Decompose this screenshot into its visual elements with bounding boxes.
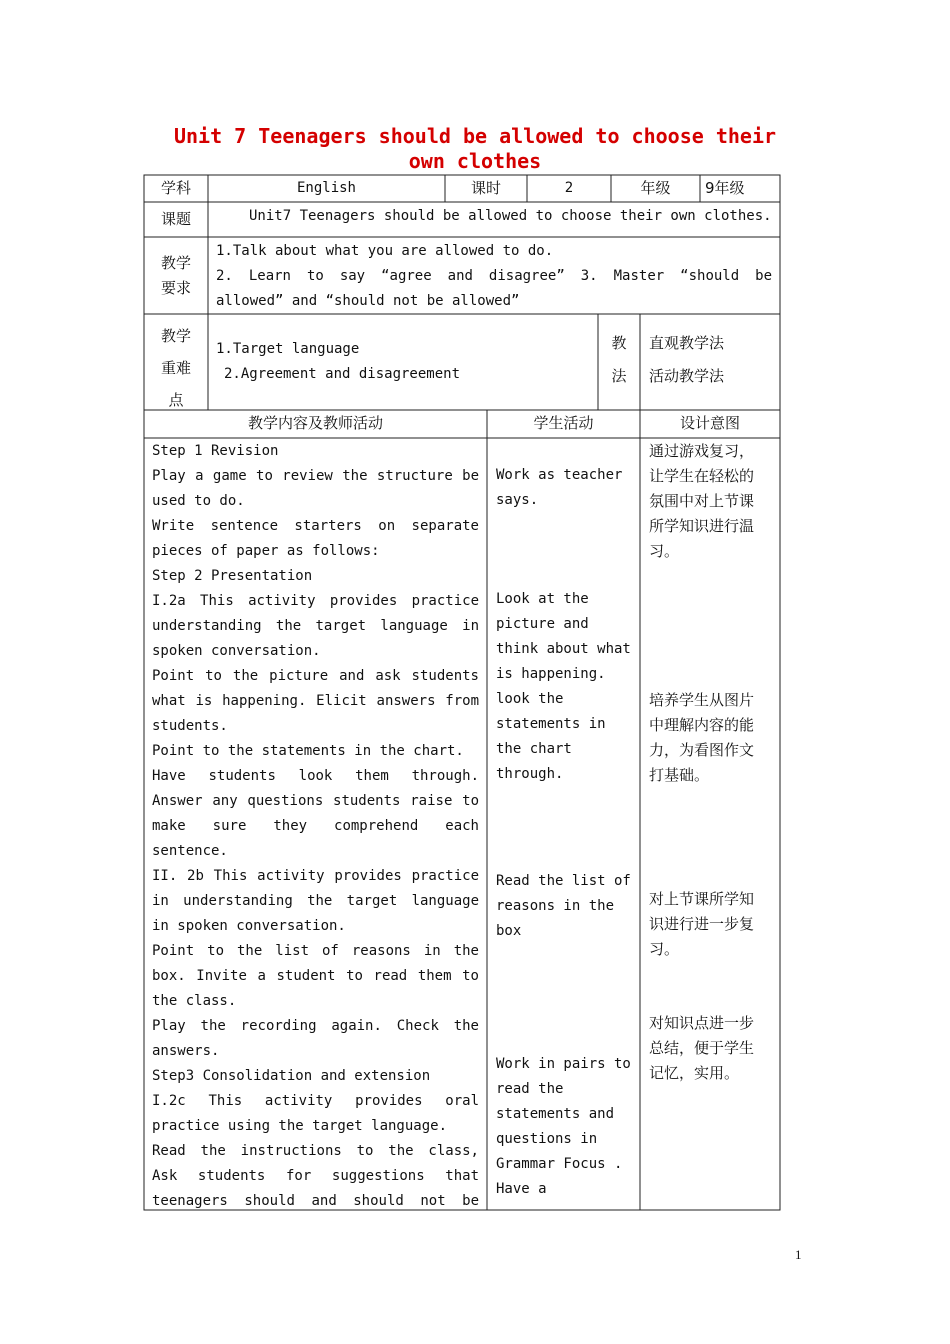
topic-label: 课题 — [160, 210, 191, 228]
student-line: Look at the — [496, 591, 589, 607]
teacher-line: Answer any questions students raise to — [152, 793, 479, 809]
student-line: Read the list of — [496, 873, 631, 889]
period-label: 课时 — [470, 179, 501, 197]
student-block — [496, 869, 636, 944]
intent-block — [649, 439, 777, 564]
student-block — [496, 1052, 636, 1202]
column-header-student: 学生活动 — [533, 414, 594, 432]
methods-content — [649, 327, 779, 393]
key-point-line: 1.Target language — [216, 341, 360, 357]
intent-line: 培养学生从图片 — [649, 691, 755, 709]
student-block — [496, 463, 636, 513]
teacher-line: what is happening. Elicit answers from — [152, 693, 479, 709]
intent-line: 记忆，实用。 — [649, 1064, 740, 1082]
requirements-label-line2: 要求 — [160, 279, 191, 297]
student-line: is happening. — [496, 666, 606, 682]
intent-line: 让学生在轻松的 — [649, 467, 755, 485]
student-line: picture and — [496, 616, 589, 632]
teacher-line: Play a game to review the structure be — [152, 468, 479, 484]
key-point-line: 2.Agreement and disagreement — [224, 366, 461, 382]
teacher-line: used to do. — [152, 493, 245, 509]
teacher-line: Point to the picture and ask students — [152, 668, 479, 684]
teacher-line: Step3 Consolidation and extension — [152, 1068, 431, 1084]
intent-line: 打基础。 — [649, 766, 710, 784]
teacher-line: Read the instructions to the class, — [152, 1143, 479, 1159]
teacher-line: sentence. — [152, 843, 228, 859]
requirements-label-line1: 教学 — [160, 254, 191, 272]
teacher-line: I.2a This activity provides practice — [152, 593, 479, 609]
teacher-line: II. 2b This activity provides practice — [152, 868, 479, 884]
teacher-line: students. — [152, 718, 228, 734]
student-line: statements in — [496, 716, 606, 732]
teacher-line: in understanding the target language — [152, 893, 479, 909]
method-item: 直观教学法 — [649, 334, 725, 352]
teacher-line: in spoken conversation. — [152, 918, 346, 934]
teacher-line: practice using the target language. — [152, 1118, 448, 1134]
teacher-line: pieces of paper as follows: — [152, 543, 380, 559]
teacher-line: Step 2 Presentation — [152, 568, 313, 584]
requirement-line: 1.Talk about what you are allowed to do. — [216, 243, 554, 259]
teacher-line: Point to the list of reasons in the — [152, 943, 479, 959]
intent-block — [649, 1011, 777, 1086]
key-points-label-line1: 教学 — [160, 327, 191, 345]
method-label-line2: 法 — [611, 367, 627, 385]
student-line: Grammar Focus . — [496, 1156, 623, 1172]
teacher-line: Point to the statements in the chart. — [152, 743, 464, 759]
intent-line: 对上节课所学知 — [649, 890, 755, 908]
key-points-content — [216, 337, 596, 387]
subject-label: 学科 — [160, 179, 191, 197]
requirement-line: 2. Learn to say “agree and disagree” 3. Master “should be — [216, 268, 772, 284]
intent-line: 习。 — [649, 542, 680, 560]
teacher-line: understanding the target language in — [152, 618, 479, 634]
method-item: 活动教学法 — [649, 367, 725, 385]
key-points-label-line3: 点 — [168, 391, 184, 409]
teacher-activities — [152, 439, 479, 1214]
subject-value: English — [296, 180, 356, 196]
requirement-line: allowed” and “should not be allowed” — [216, 293, 520, 309]
student-line: questions in — [496, 1131, 598, 1147]
teacher-line: I.2c This activity provides oral — [152, 1093, 479, 1109]
document-title: Unit 7 Teenagers should be allowed to choose their own clothes — [173, 124, 777, 173]
teacher-line: make sure they comprehend each — [152, 818, 479, 834]
column-header-intent: 设计意图 — [679, 414, 740, 432]
teacher-line: Write sentence starters on separate — [152, 518, 479, 534]
student-line: look the — [496, 691, 564, 707]
topic-value: Unit7 Teenagers should be allowed to choose their own clothes. — [249, 208, 772, 224]
teacher-line: box. Invite a student to read them to — [152, 968, 479, 984]
student-line: read the — [496, 1081, 564, 1097]
student-line: through. — [496, 766, 564, 782]
intent-line: 识进行进一步复 — [649, 915, 755, 933]
teacher-line: Have students look them through. — [152, 768, 479, 784]
grade-value: 9年级 — [705, 179, 745, 197]
intent-line: 通过游戏复习， — [649, 442, 755, 460]
method-label — [598, 327, 640, 393]
column-header-teacher: 教学内容及教师活动 — [247, 414, 383, 432]
teacher-line: the class. — [152, 993, 237, 1009]
teacher-line: Play the recording again. Check the — [152, 1018, 479, 1034]
teacher-line: spoken conversation. — [152, 643, 321, 659]
page-number: 1 — [795, 1247, 802, 1262]
key-points-label — [144, 320, 208, 416]
student-line: says. — [496, 492, 539, 508]
intent-block — [649, 688, 777, 788]
intent-line: 总结，便于学生 — [649, 1039, 755, 1057]
requirements-label — [144, 251, 208, 301]
student-line: box — [496, 923, 522, 939]
teacher-line: teenagers should and should not be — [152, 1193, 479, 1209]
period-value: 2 — [564, 180, 574, 196]
student-line: Have a — [496, 1181, 547, 1197]
teacher-line: answers. — [152, 1043, 220, 1059]
intent-line: 所学知识进行温 — [649, 517, 755, 535]
intent-line: 氛围中对上节课 — [649, 492, 755, 510]
requirements-content — [216, 239, 772, 314]
intent-line: 习。 — [649, 940, 680, 958]
method-label-line1: 教 — [611, 334, 627, 352]
student-block — [496, 587, 636, 787]
intent-line: 对知识点进一步 — [649, 1014, 755, 1032]
teacher-line: Ask students for suggestions that — [152, 1168, 479, 1184]
grade-label: 年级 — [640, 179, 671, 197]
student-line: Work as teacher — [496, 467, 623, 483]
teacher-line: Step 1 Revision — [152, 443, 279, 459]
student-line: reasons in the — [496, 898, 615, 914]
student-line: think about what — [496, 641, 631, 657]
student-line: the chart — [496, 741, 572, 757]
intent-block — [649, 887, 777, 962]
key-points-label-line2: 重难 — [160, 359, 191, 377]
intent-line: 中理解内容的能 — [649, 716, 755, 734]
student-line: Work in pairs to — [496, 1056, 631, 1072]
student-line: statements and — [496, 1106, 615, 1122]
intent-line: 力，为看图作文 — [649, 741, 755, 759]
